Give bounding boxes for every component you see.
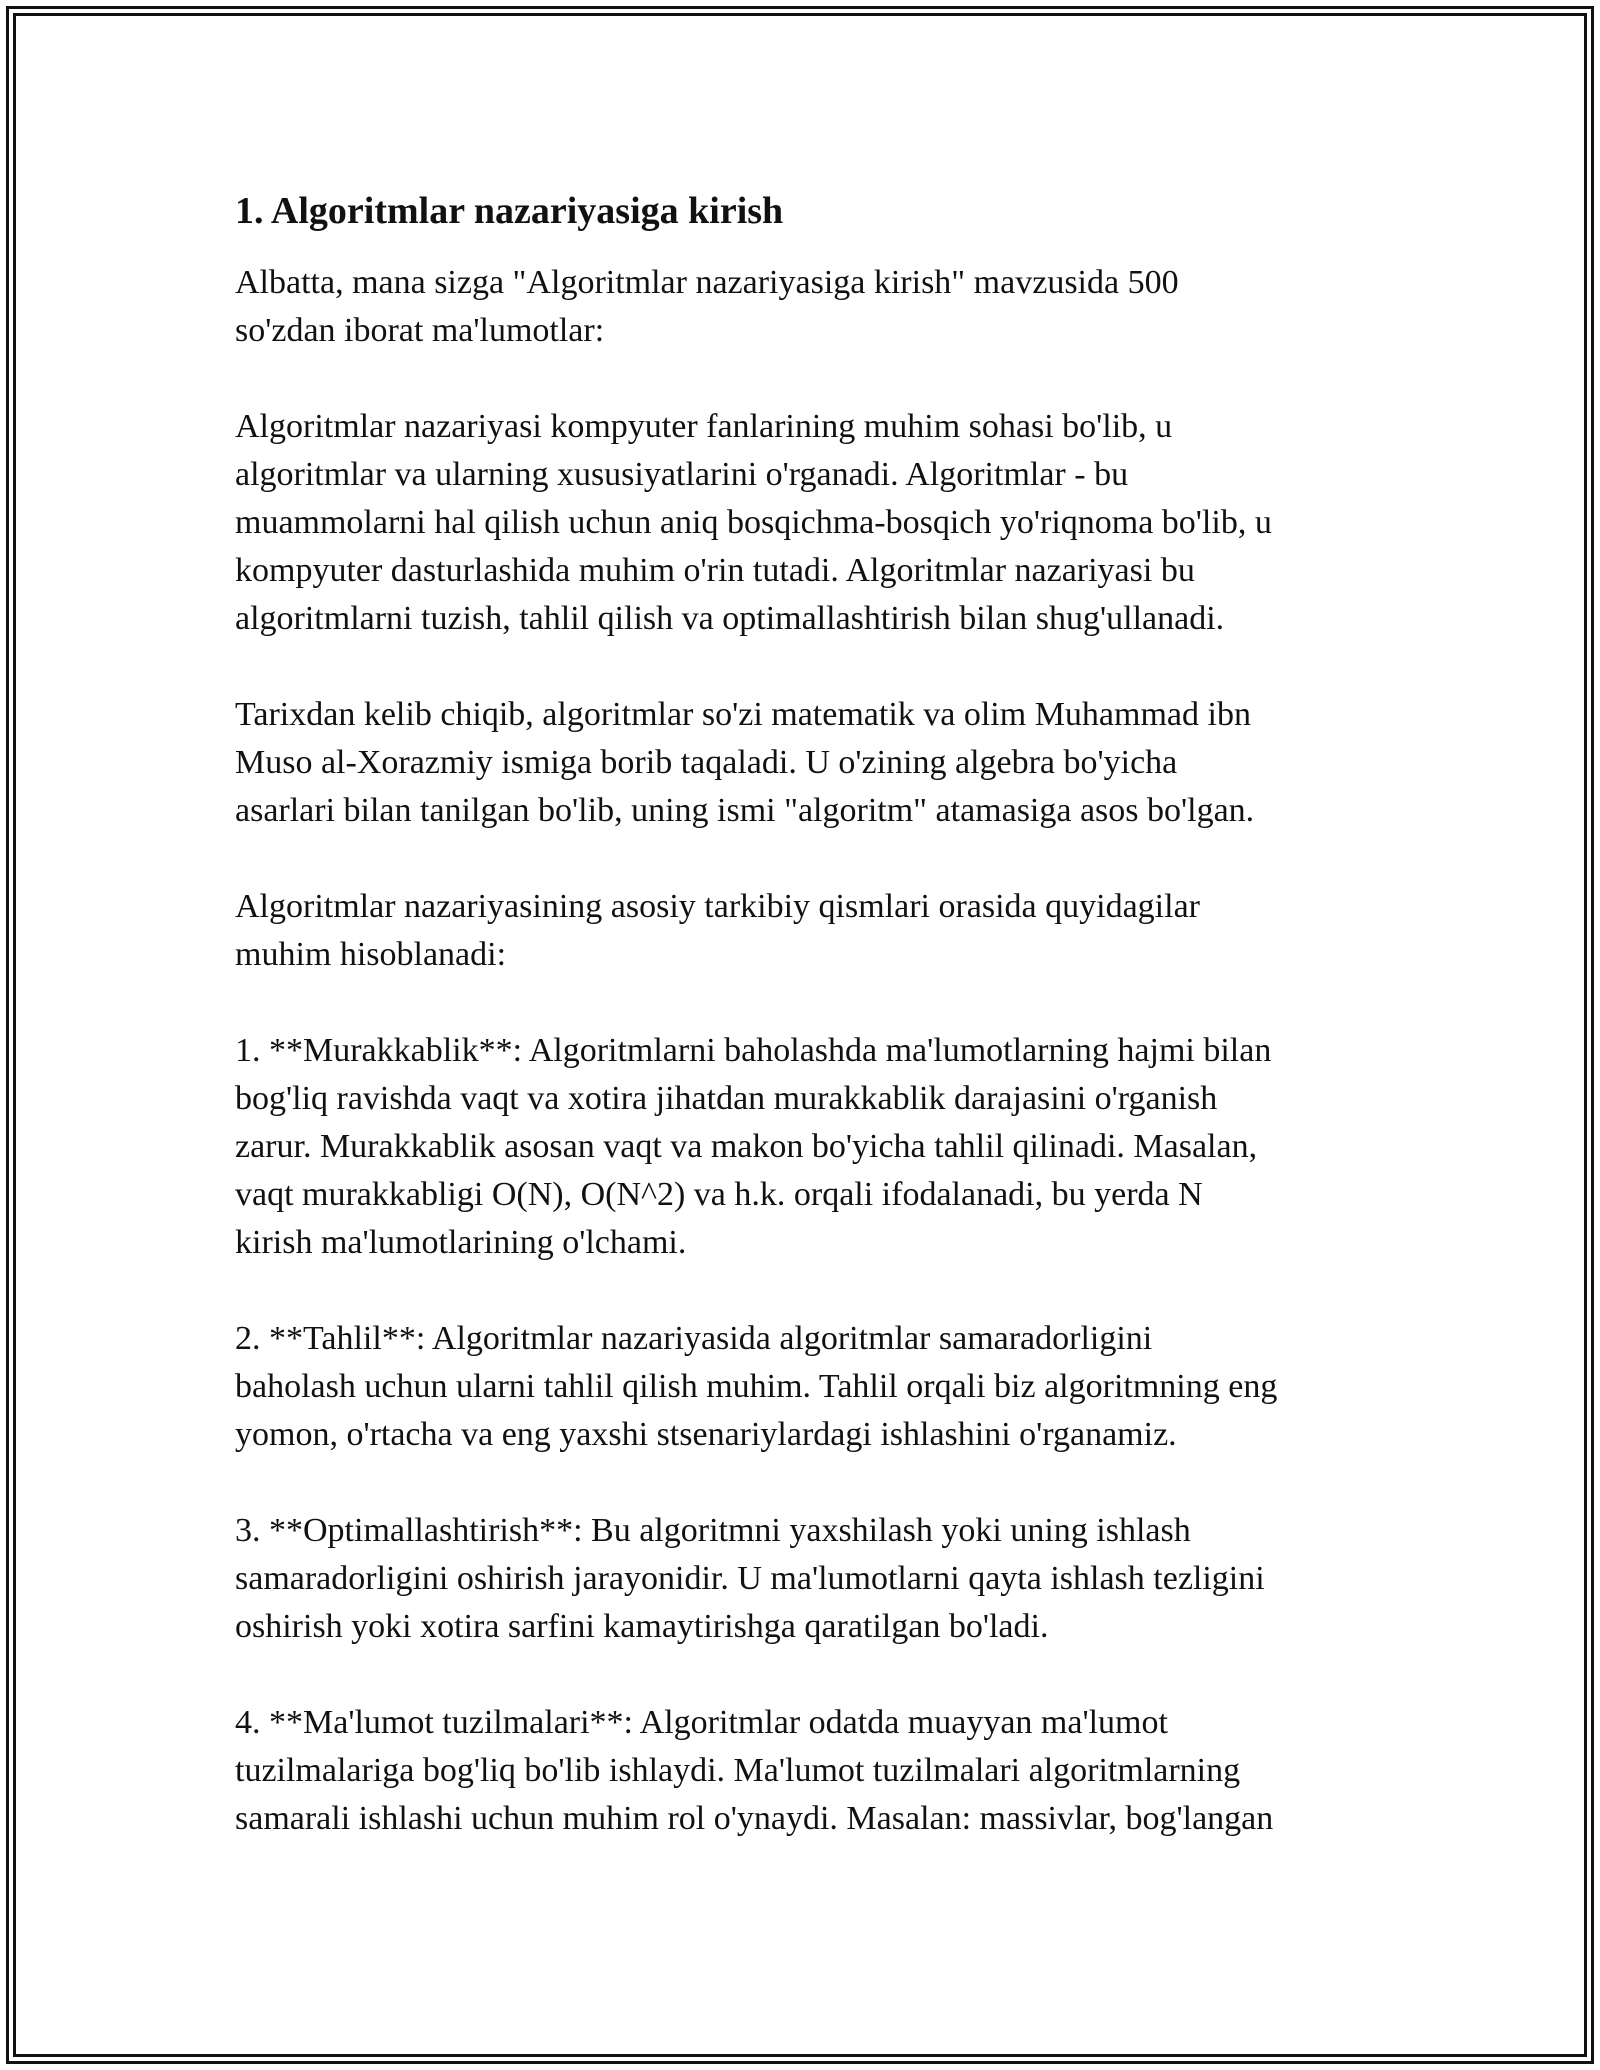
text-line: tuzilmalariga bog'liq bo'lib ishlaydi. Ma'lumot tuzilmalari algoritmlarning bbox=[235, 1752, 1241, 1789]
text-line: vaqt murakkabligi O(N), O(N^2) va h.k. orqali ifodalanadi, bu yerda N bbox=[235, 1176, 1203, 1213]
text-line: Algoritmlar nazariyasining asosiy tarkibiy qismlari orasida quyidagilar bbox=[235, 888, 1200, 925]
document-title: 1. Algoritmlar nazariyasiga kirish bbox=[235, 190, 784, 232]
paragraph bbox=[235, 1699, 1375, 1843]
text-line: Muso al-Xorazmiy ismiga borib taqaladi. U o'zining algebra bo'yicha bbox=[235, 744, 1178, 781]
text-line: zarur. Murakkablik asosan vaqt va makon bo'yicha tahlil qilinadi. Masalan, bbox=[235, 1128, 1258, 1165]
text-line: samarali ishlashi uchun muhim rol o'ynaydi. Masalan: massivlar, bog'langan bbox=[235, 1800, 1274, 1837]
paragraph bbox=[235, 259, 1375, 355]
text-line: algoritmlar va ularning xususiyatlarini o'rganadi. Algoritmlar - bu bbox=[235, 456, 1129, 493]
paragraph-list bbox=[235, 259, 1375, 1843]
text-line: muhim hisoblanadi: bbox=[235, 936, 507, 973]
text-line: kompyuter dasturlashida muhim o'rin tutadi. Algoritmlar nazariyasi bu bbox=[235, 552, 1195, 589]
text-line: kirish ma'lumotlarining o'lchami. bbox=[235, 1224, 687, 1261]
text-line: samaradorligini oshirish jarayonidir. U ma'lumotlarni qayta ishlash tezligini bbox=[235, 1560, 1265, 1597]
paragraph bbox=[235, 691, 1375, 835]
paragraph bbox=[235, 1315, 1375, 1459]
text-line: 1. **Murakkablik**: Algoritmlarni baholashda ma'lumotlarning hajmi bilan bbox=[235, 1032, 1272, 1069]
text-line: so'zdan iborat ma'lumotlar: bbox=[235, 312, 605, 349]
paragraph bbox=[235, 1507, 1375, 1651]
text-line: 3. **Optimallashtirish**: Bu algoritmni yaxshilash yoki uning ishlash bbox=[235, 1512, 1191, 1549]
text-line: oshirish yoki xotira sarfini kamaytirishga qaratilgan bo'ladi. bbox=[235, 1608, 1049, 1645]
document-body bbox=[235, 185, 1375, 1891]
text-line: Albatta, mana sizga "Algoritmlar nazariyasiga kirish" mavzusida 500 bbox=[235, 264, 1179, 301]
text-line: yomon, o'rtacha va eng yaxshi stsenariylardagi ishlashini o'rganamiz. bbox=[235, 1416, 1177, 1453]
text-line: algoritmlarni tuzish, tahlil qilish va optimallashtirish bilan shug'ullanadi. bbox=[235, 600, 1225, 637]
paragraph bbox=[235, 403, 1375, 643]
paragraph bbox=[235, 883, 1375, 979]
text-line: Tarixdan kelib chiqib, algoritmlar so'zi matematik va olim Muhammad ibn bbox=[235, 696, 1251, 733]
text-line: asarlari bilan tanilgan bo'lib, uning ismi "algoritm" atamasiga asos bo'lgan. bbox=[235, 792, 1255, 829]
text-line: bog'liq ravishda vaqt va xotira jihatdan murakkablik darajasini o'rganish bbox=[235, 1080, 1218, 1117]
text-line: 4. **Ma'lumot tuzilmalari**: Algoritmlar odatda muayyan ma'lumot bbox=[235, 1704, 1168, 1741]
text-line: baholash uchun ularni tahlil qilish muhim. Tahlil orqali biz algoritmning eng bbox=[235, 1368, 1278, 1405]
text-line: 2. **Tahlil**: Algoritmlar nazariyasida algoritmlar samaradorligini bbox=[235, 1320, 1153, 1357]
text-line: muammolarni hal qilish uchun aniq bosqichma-bosqich yo'riqnoma bo'lib, u bbox=[235, 504, 1272, 541]
paragraph bbox=[235, 1027, 1375, 1267]
text-line: Algoritmlar nazariyasi kompyuter fanlarining muhim sohasi bo'lib, u bbox=[235, 408, 1173, 445]
